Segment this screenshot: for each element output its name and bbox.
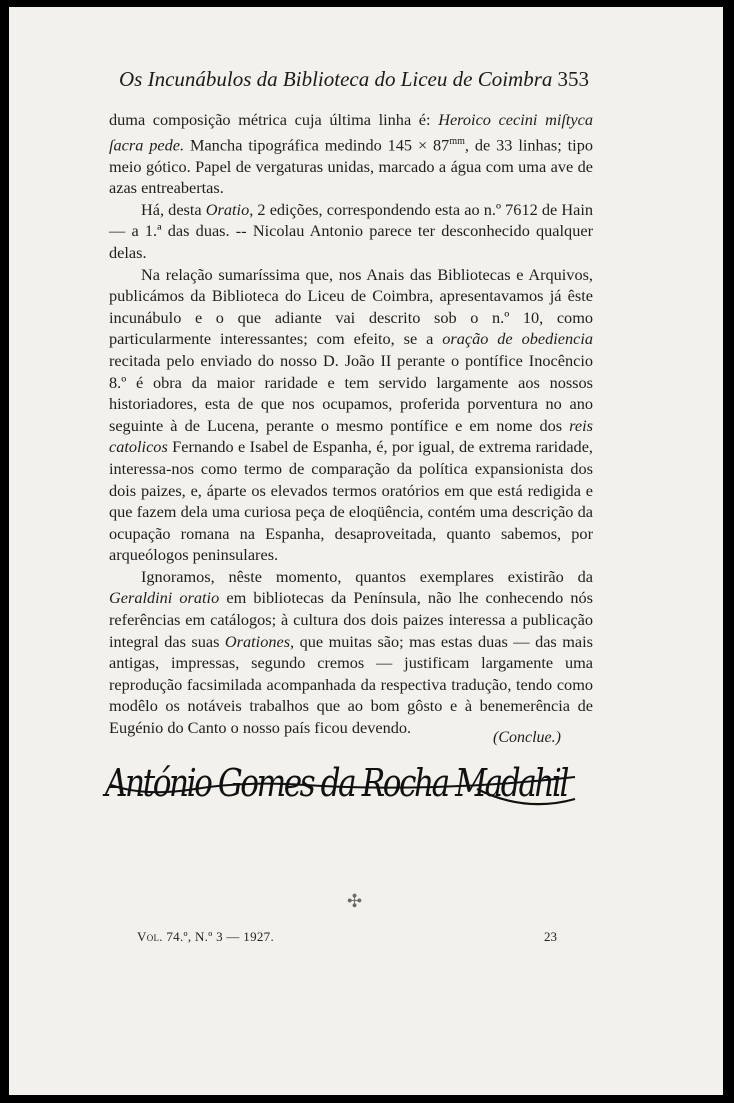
running-title: Os Incunábulos da Biblioteca do Liceu de Coimbra xyxy=(119,67,553,91)
title-italic: Oratio xyxy=(205,199,250,219)
text-run: Há, desta xyxy=(141,199,206,219)
italic-phrase: reis catolicos xyxy=(109,415,593,457)
conclue-note: (Conclue.) xyxy=(493,729,561,746)
text-run: Na relação sumaríssima que, nos Anais das Bibliotecas e Arquivos, publicámos da Biblioteca do Liceu de Coimbra, apresentavamos já êste incunábulo e o que adiante vai descrito sob o n.º 10, como particularmente interessantes; com efeito, se a xyxy=(109,264,593,349)
paragraph-1 xyxy=(109,109,593,199)
paragraph-3 xyxy=(109,264,593,566)
page-number: 353 xyxy=(557,67,589,91)
signature-text: António Gomes da Rocha Madahil xyxy=(105,761,567,805)
text-run: recitada pelo enviado do nosso D. João II perante o pontífice Inocêncio 8.º é obra da maior raridade e tem servido largamente aos nossos historiadores, esta de que nos ocupamos, proferida porventura no ano seguinte à de Lucena, perante o mesmo pontífice e em nome dos xyxy=(109,350,593,435)
ornament-icon: ✣ xyxy=(347,891,363,912)
text-run: , 2 edições, correspondendo esta ao n.º 7612 de Hain — a 1.ª das duas. -- Nicolau Antonio parece ter desconhecido qualquer delas. xyxy=(109,199,594,262)
text-run: que muitas são; mas estas duas — das mais antigas, impressas, segundo cremos — justificam largamente uma reprodução facsimilada acompanhada da respectiva tradução, tendo como modêlo os notáveis trabalhos que ao bom gôsto e à benemerência de Eugénio do Canto o nosso país ficou devendo. xyxy=(109,631,593,738)
page-header xyxy=(119,67,589,97)
text-run: duma composição métrica cuja última linha é: xyxy=(109,110,439,129)
footer-signature-mark: 23 xyxy=(544,929,557,944)
italic-phrase: oração de obediencia xyxy=(442,329,593,349)
document-page xyxy=(9,7,723,1095)
paragraph-4 xyxy=(109,566,593,739)
latin-quote-cont: ſacra pede. xyxy=(109,135,185,155)
text-run: Fernando e Isabel de Espanha, é, por igual, de extrema raridade, interessa-nos como termo de comparação da política expansionista dos dois paizes, e, áparte os elevados termos oratórios em que está redigida e que fazem dela uma curiosa peça de eloqüência, contém uma descrição da ocupação romana na Espanha, desaproveitada, quanto sabemos, por arqueólogos peninsulares. xyxy=(109,437,593,565)
text-run: , de 33 linhas; tipo meio gótico. Papel de vergaturas unidas, marcado a água com uma ave de azas entreabertas. xyxy=(109,135,593,198)
text-run: Ignoramos, nêste momento, quantos exemplares existirão da xyxy=(141,566,593,586)
text-run: em bibliotecas da Península, não lhe conhecendo nós referências em catálogos; à cultura dos dois paizes interessa a publicação integral das suas xyxy=(109,588,593,651)
italic-phrase: Geraldini oratio xyxy=(109,588,220,608)
text-run: Mancha tipográfica medindo 145 × 87 xyxy=(184,135,450,155)
paragraph-2 xyxy=(109,199,593,264)
italic-phrase: Orationes, xyxy=(224,631,295,651)
latin-quote: Heroico cecini miſtyca xyxy=(438,110,594,129)
unit-superscript: mm xyxy=(449,135,465,147)
article-body xyxy=(109,109,593,739)
footer-volume: Vol. 74.º, N.º 3 — 1927. xyxy=(137,929,275,944)
author-signature xyxy=(105,755,585,819)
